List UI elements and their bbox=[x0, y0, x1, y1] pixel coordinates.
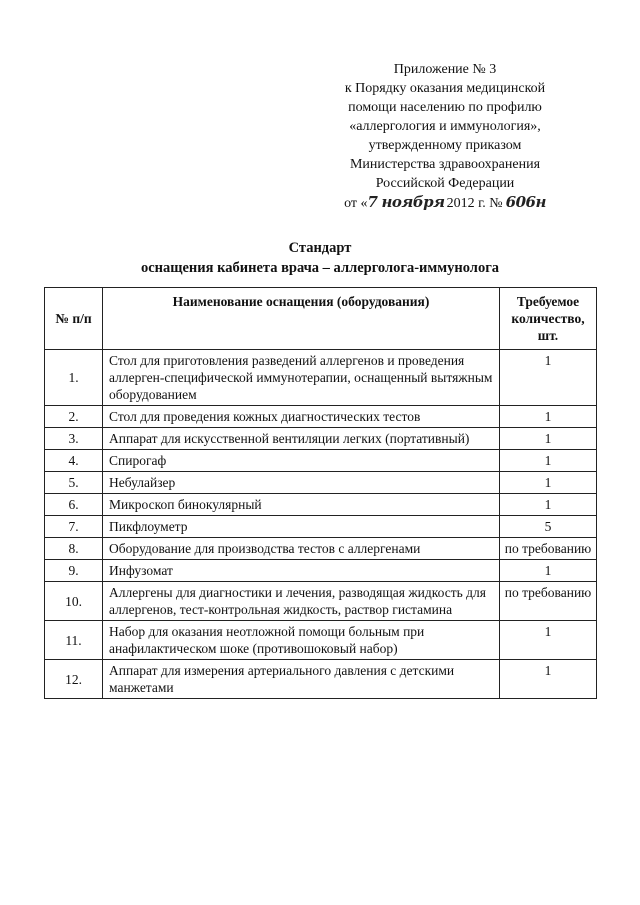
table-row bbox=[45, 621, 597, 660]
row-number: 5. bbox=[45, 472, 103, 494]
row-quantity: 1 bbox=[500, 472, 597, 494]
row-number: 8. bbox=[45, 538, 103, 560]
header-line: Приложение № 3 bbox=[393, 62, 497, 77]
appendix-header bbox=[325, 60, 565, 213]
equipment-table bbox=[44, 287, 597, 699]
table-row bbox=[45, 406, 597, 428]
table-row bbox=[45, 472, 597, 494]
row-quantity: по требованию bbox=[500, 582, 597, 621]
table-body bbox=[45, 350, 597, 699]
column-header-quantity: Требуемое количество, шт. bbox=[500, 288, 597, 350]
row-equipment-name: Пикфлоуметр bbox=[103, 516, 500, 538]
row-number: 6. bbox=[45, 494, 103, 516]
row-equipment-name: Инфузомат bbox=[103, 560, 500, 582]
table-row bbox=[45, 494, 597, 516]
row-equipment-name: Аллергены для диагностики и лечения, разводящая жидкость для аллергенов, тест-контрольная жидкость, раствор гистамина bbox=[103, 582, 500, 621]
header-line: Министерства здравоохранения bbox=[349, 157, 541, 172]
table-row bbox=[45, 350, 597, 406]
handwritten-day: 7 bbox=[367, 193, 378, 211]
header-line: утвержденному приказом bbox=[368, 138, 522, 153]
header-line: Российской Федерации bbox=[375, 176, 515, 191]
row-quantity: 5 bbox=[500, 516, 597, 538]
table-row bbox=[45, 450, 597, 472]
row-number: 3. bbox=[45, 428, 103, 450]
row-equipment-name: Оборудование для производства тестов с аллергенами bbox=[103, 538, 500, 560]
row-quantity: 1 bbox=[500, 621, 597, 660]
row-number: 10. bbox=[45, 582, 103, 621]
table-row bbox=[45, 516, 597, 538]
handwritten-month: ноября bbox=[381, 193, 445, 211]
row-quantity: 1 bbox=[500, 406, 597, 428]
row-quantity: 1 bbox=[500, 560, 597, 582]
row-equipment-name: Набор для оказания неотложной помощи больным при анафилактическом шоке (противошоковый набор) bbox=[103, 621, 500, 660]
header-line: помощи населению по профилю bbox=[348, 100, 542, 115]
table-row bbox=[45, 660, 597, 699]
column-header-number: № п/п bbox=[45, 288, 103, 350]
row-number: 2. bbox=[45, 406, 103, 428]
row-quantity: 1 bbox=[500, 660, 597, 699]
row-equipment-name: Стол для проведения кожных диагностических тестов bbox=[103, 406, 500, 428]
table-row bbox=[45, 538, 597, 560]
order-date-line bbox=[325, 193, 565, 213]
date-prefix: от « bbox=[344, 196, 368, 211]
date-year: 2012 г. № bbox=[446, 196, 503, 211]
row-quantity: 1 bbox=[500, 428, 597, 450]
row-equipment-name: Небулайзер bbox=[103, 472, 500, 494]
row-quantity: 1 bbox=[500, 350, 597, 406]
row-equipment-name: Стол для приготовления разведений аллергенов и проведения аллерген-специфической иммунотерапии, оснащенный вытяжным оборудованием bbox=[103, 350, 500, 406]
header-line: «аллергология и иммунология», bbox=[349, 119, 541, 134]
row-number: 11. bbox=[45, 621, 103, 660]
title-line-2: оснащения кабинета врача – аллерголога-иммунолога bbox=[140, 260, 500, 276]
row-quantity: 1 bbox=[500, 450, 597, 472]
row-equipment-name: Спирогаф bbox=[103, 450, 500, 472]
row-quantity: 1 bbox=[500, 494, 597, 516]
row-number: 9. bbox=[45, 560, 103, 582]
table-row bbox=[45, 560, 597, 582]
column-header-name: Наименование оснащения (оборудования) bbox=[103, 288, 500, 350]
row-number: 12. bbox=[45, 660, 103, 699]
table-row bbox=[45, 582, 597, 621]
handwritten-order-number: 606н bbox=[505, 193, 546, 211]
title-line-1: Стандарт bbox=[288, 240, 352, 256]
row-quantity: по требованию bbox=[500, 538, 597, 560]
table-row bbox=[45, 428, 597, 450]
header-line: к Порядку оказания медицинской bbox=[344, 81, 546, 96]
row-number: 4. bbox=[45, 450, 103, 472]
document-title bbox=[0, 238, 640, 278]
row-equipment-name: Аппарат для измерения артериального давления с детскими манжетами bbox=[103, 660, 500, 699]
row-number: 1. bbox=[45, 350, 103, 406]
row-number: 7. bbox=[45, 516, 103, 538]
table-header-row bbox=[45, 288, 597, 350]
row-equipment-name: Микроскоп бинокулярный bbox=[103, 494, 500, 516]
row-equipment-name: Аппарат для искусственной вентиляции легких (портативный) bbox=[103, 428, 500, 450]
